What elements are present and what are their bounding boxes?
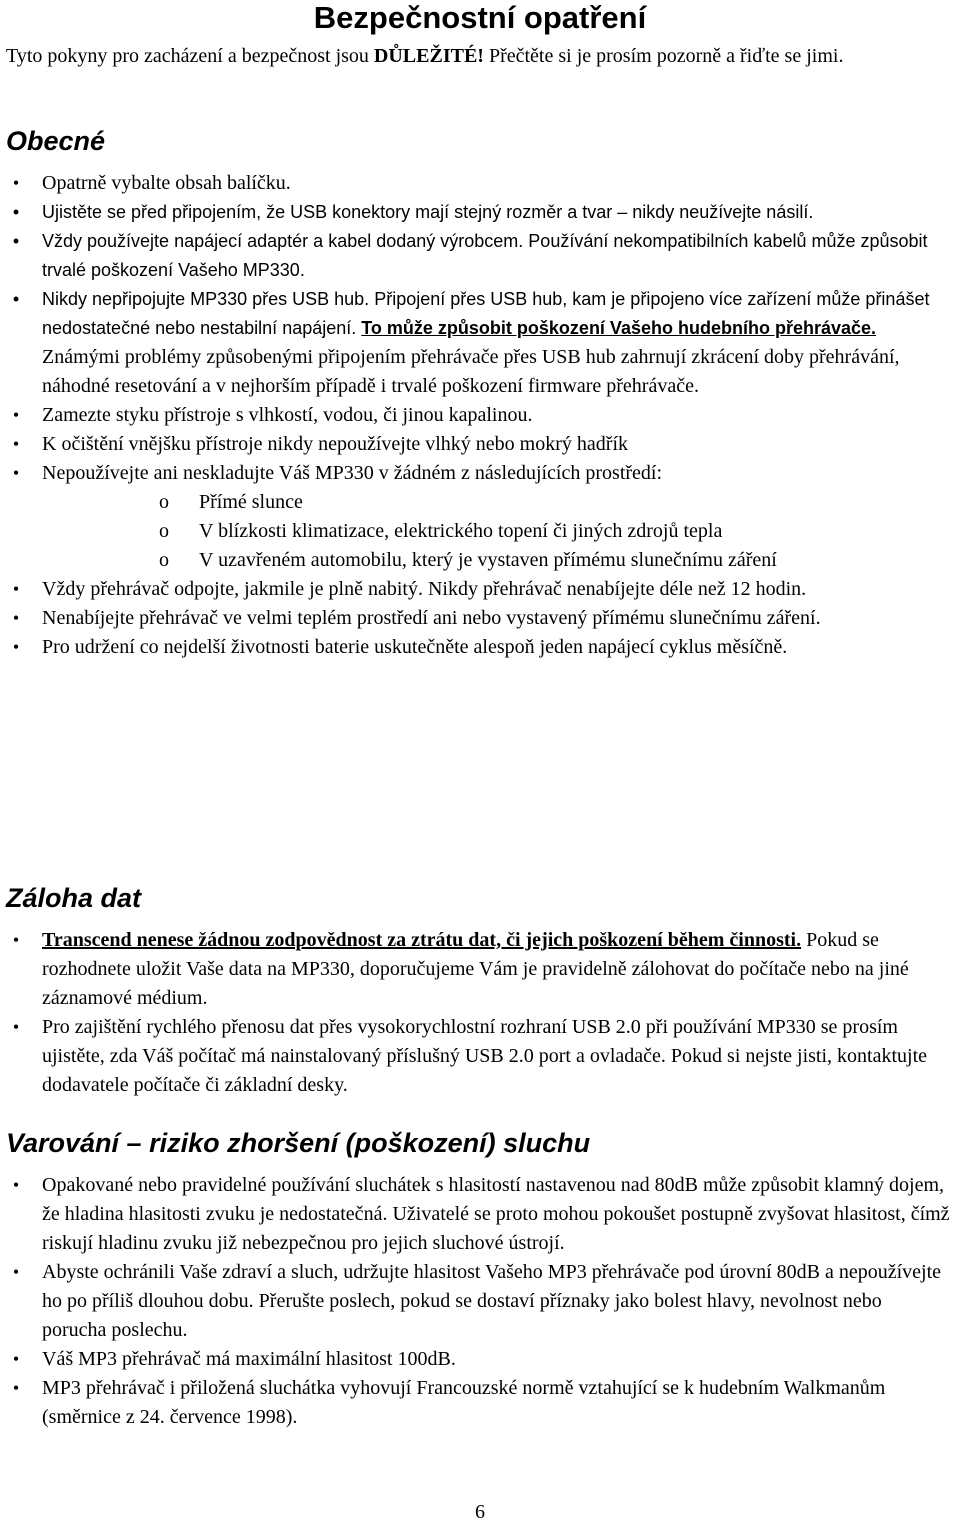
list-item: • Opatrně vybalte obsah balíčku. [0,169,950,198]
list-item: • Nenabíjejte přehrávač ve velmi teplém prostředí ani nebo vystavený přímému slunečnímu záření. [0,604,950,633]
bullet-icon: • [12,1349,20,1369]
bullet-icon: • [12,1262,20,1282]
bullet-icon: • [12,463,20,483]
list-item: • MP3 přehrávač i přiložená sluchátka vyhovují Francouzské normě vztahující se k hudebním Walkmanům (směrnice z 24. července 1998). [0,1374,950,1432]
list-item: • K očištění vnějšku přístroje nikdy nepoužívejte vlhký nebo mokrý hadřík [0,430,950,459]
backup-disclaimer: Transcend nenese žádnou zodpovědnost za ztrátu dat, či jejich poškození během činnosti. [42,929,802,951]
bullet-icon: • [12,1378,20,1398]
list-item: • Vždy přehrávač odpojte, jakmile je plně nabitý. Nikdy přehrávač nenabíjejte déle než 12 hodin. [0,575,950,604]
list-item: • Ujistěte se před připojením, že USB konektory mají stejný rozměr a tvar – nikdy neužívejte násilí. [0,198,950,227]
sub-list-item: o V blízkosti klimatizace, elektrického topení či jiných zdrojů tepla [159,520,723,542]
intro-paragraph [6,42,954,71]
list-item: • Nikdy nepřipojujte MP330 přes USB hub. Připojení přes USB hub, kam je připojeno více zařízení může přinášet nedostatečné nebo nestabilní napájení. To může způsobit poškození Vašeho hudebního přehrávače. Známými problémy způsobenými připojením přehrávače přes USB hub zahrnují zkrácení doby přehrávání, náhodné resetování a v nejhorším případě i trvalé poškození firmware přehrávače. [0,285,950,401]
bullet-icon: • [12,289,20,309]
bullet-icon: • [12,173,20,193]
list-item: • Transcend nenese žádnou zodpovědnost za ztrátu dat, či jejich poškození během činnosti. Pokud se rozhodnete uložit Vaše data na MP330, doporučujeme Vám je pravidelně zálohovat do počítače nebo na jiné záznamové médium. [0,926,950,1013]
bullet-icon: • [12,1017,20,1037]
list-item: • Pro zajištění rychlého přenosu dat přes vysokorychlostní rozhraní USB 2.0 při používání MP330 se prosím ujistěte, zda Váš počítač má nainstalovaný příslušný USB 2.0 port a ovladače. Pokud si nejste jisti, kontaktujte dodavatele počítače či základní desky. [0,1013,950,1100]
list-item: • Pro udržení co nejdelší životnosti baterie uskutečněte alespoň jeden napájecí cyklus měsíčně. [0,633,950,662]
sub-list-item: o Přímé slunce [159,491,303,513]
list-item: • Vždy používejte napájecí adaptér a kabel dodaný výrobcem. Používání nekompatibilních kabelů může způsobit trvalé poškození Vašeho MP330. [0,227,950,285]
intro-text-end: Přečtěte si je prosím pozorně a řiďte se jimi. [483,45,844,67]
bullet-icon: • [12,405,20,425]
list-item: • Zamezte styku přístroje s vlhkostí, vodou, či jinou kapalinou. [0,401,950,430]
intro-emphasis: DŮLEŽITÉ! [373,45,484,67]
bullet-icon: • [12,930,20,950]
list-item: • Nepoužívejte ani neskladujte Váš MP330 v žádném z následujících prostředí: [0,459,950,488]
bullet-icon: • [12,637,20,657]
section-heading-general: Obecné [6,126,106,156]
bullet-icon: • [12,579,20,599]
sub-list-item: o V uzavřeném automobilu, který je vystaven přímému slunečnímu záření [159,549,777,571]
page-title: Bezpečnostní opatření [313,0,647,35]
bullet-icon: • [12,434,20,454]
hearing-list [0,1171,950,1432]
hub-warning: To může způsobit poškození Vašeho hudebního přehrávače. [361,318,877,338]
list-item: • Abyste ochránili Vaše zdraví a sluch, udržujte hlasitost Vašeho MP3 přehrávače pod úrovní 80dB a nepoužívejte ho po příliš dlouhou dobu. Přerušte poslech, pokud se dostaví příznaky jako bolest hlavy, nevolnost nebo porucha poslechu. [0,1258,950,1345]
bullet-icon: • [12,202,20,222]
section-heading-hearing: Varování – riziko zhoršení (poškození) sluchu [6,1128,591,1158]
list-item: • Opakované nebo pravidelné používání sluchátek s hlasitostí nastavenou nad 80dB může způsobit klamný dojem, že hladina hlasitosti zvuku je nedostatečná. Uživatelé se proto mohou pokoušet postupně zvyšovat hlasitost, čímž riskují hladinu zvuku již nebezpečnou pro jejich sluchové ústrojí. [0,1171,950,1258]
bullet-icon: • [12,1175,20,1195]
intro-text: Tyto pokyny pro zacházení a bezpečnost jsou [6,45,374,67]
bullet-icon: • [12,231,20,251]
bullet-icon: • [12,608,20,628]
list-item: • Váš MP3 přehrávač má maximální hlasitost 100dB. [0,1345,950,1374]
backup-list [0,926,950,1100]
general-list [0,169,950,662]
page-number: 6 [475,1501,485,1523]
section-heading-backup: Záloha dat [6,883,142,913]
